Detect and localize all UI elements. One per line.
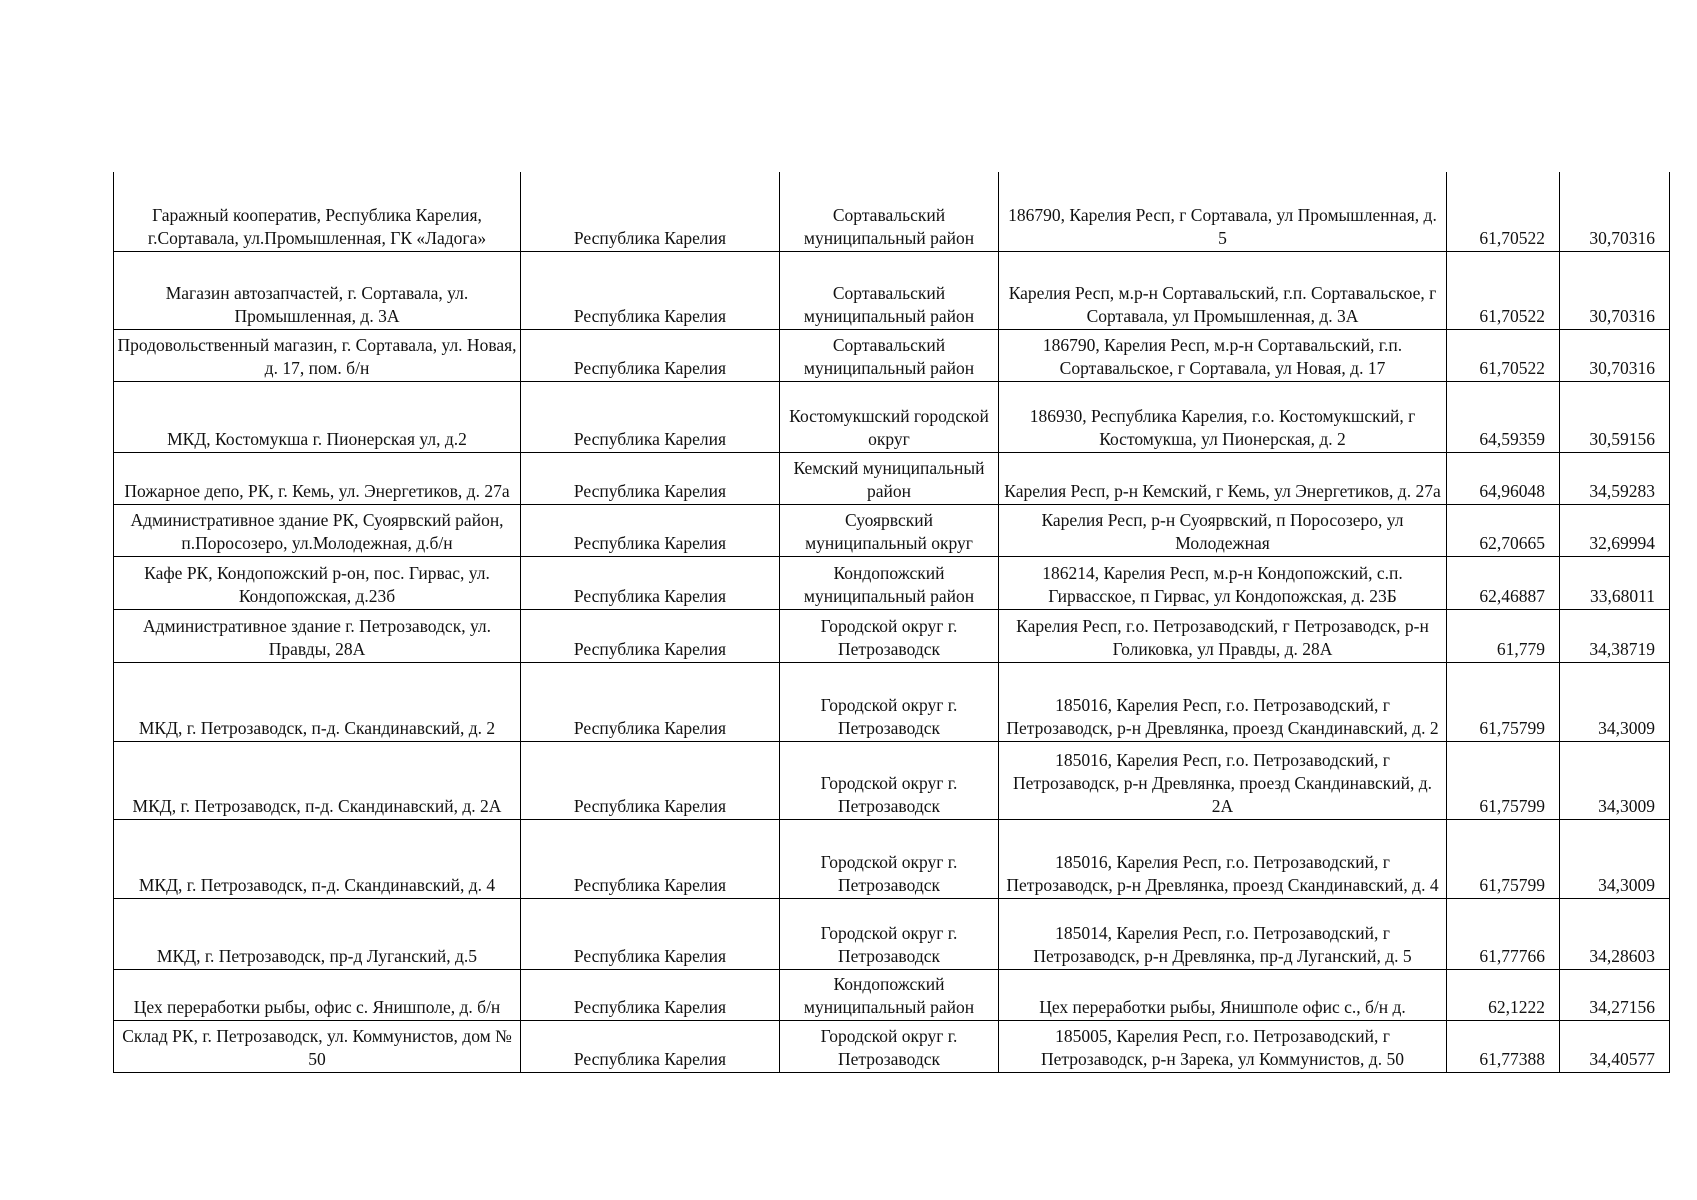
cell-object-name: МКД, г. Петрозаводск, пр-д Луганский, д.5 [114, 898, 521, 969]
cell-municipality: Кондопожский муниципальный район [780, 969, 999, 1020]
cell-latitude: 62,46887 [1447, 556, 1560, 609]
cell-object-name: МКД, г. Петрозаводск, п-д. Скандинавский, д. 2 [114, 662, 521, 741]
cell-region: Республика Карелия [521, 609, 780, 662]
cell-latitude: 61,77766 [1447, 898, 1560, 969]
cell-municipality: Сортавальский муниципальный район [780, 251, 999, 329]
cell-municipality: Кондопожский муниципальный район [780, 556, 999, 609]
cell-region: Республика Карелия [521, 741, 780, 819]
cell-address: Карелия Респ, р-н Кемский, г Кемь, ул Энергетиков, д. 27а [999, 452, 1447, 504]
cell-address: 185014, Карелия Респ, г.о. Петрозаводский, г Петрозаводск, р-н Древлянка, пр-д Луганский, д. 5 [999, 898, 1447, 969]
table-row [114, 898, 1670, 969]
objects-table [113, 172, 1670, 1073]
cell-address: 185016, Карелия Респ, г.о. Петрозаводский, г Петрозаводск, р-н Древлянка, проезд Скандинавский, д. 2А [999, 741, 1447, 819]
cell-longitude: 34,40577 [1560, 1020, 1670, 1072]
cell-object-name: Склад РК, г. Петрозаводск, ул. Коммунистов, дом № 50 [114, 1020, 521, 1072]
cell-address: 186214, Карелия Респ, м.р-н Кондопожский, с.п. Гирвасское, п Гирвас, ул Кондопожская, д. 23Б [999, 556, 1447, 609]
cell-municipality: Городской округ г. Петрозаводск [780, 662, 999, 741]
table-row [114, 329, 1670, 381]
table-row [114, 556, 1670, 609]
table-row [114, 969, 1670, 1020]
cell-address: 186790, Карелия Респ, м.р-н Сортавальский, г.п. Сортавальское, г Сортавала, ул Новая, д. 17 [999, 329, 1447, 381]
cell-latitude: 61,70522 [1447, 251, 1560, 329]
cell-latitude: 61,75799 [1447, 819, 1560, 898]
cell-longitude: 34,3009 [1560, 819, 1670, 898]
cell-object-name: Кафе РК, Кондопожский р-он, пос. Гирвас, ул. Кондопожская, д.23б [114, 556, 521, 609]
cell-address: 185016, Карелия Респ, г.о. Петрозаводский, г Петрозаводск, р-н Древлянка, проезд Скандинавский, д. 4 [999, 819, 1447, 898]
cell-municipality: Городской округ г. Петрозаводск [780, 898, 999, 969]
table-row [114, 251, 1670, 329]
cell-longitude: 30,59156 [1560, 381, 1670, 452]
cell-longitude: 34,27156 [1560, 969, 1670, 1020]
table-row [114, 172, 1670, 251]
cell-municipality: Сортавальский муниципальный район [780, 172, 999, 251]
cell-latitude: 64,59359 [1447, 381, 1560, 452]
cell-latitude: 61,70522 [1447, 329, 1560, 381]
cell-longitude: 34,3009 [1560, 741, 1670, 819]
cell-latitude: 61,779 [1447, 609, 1560, 662]
cell-region: Республика Карелия [521, 898, 780, 969]
table-row [114, 741, 1670, 819]
cell-latitude: 61,77388 [1447, 1020, 1560, 1072]
cell-latitude: 64,96048 [1447, 452, 1560, 504]
cell-object-name: Гаражный кооператив, Республика Карелия, г.Сортавала, ул.Промышленная, ГК «Ладога» [114, 172, 521, 251]
cell-region: Республика Карелия [521, 1020, 780, 1072]
cell-municipality: Городской округ г. Петрозаводск [780, 1020, 999, 1072]
cell-longitude: 30,70316 [1560, 251, 1670, 329]
cell-address: Карелия Респ, г.о. Петрозаводский, г Петрозаводск, р-н Голиковка, ул Правды, д. 28А [999, 609, 1447, 662]
cell-latitude: 61,70522 [1447, 172, 1560, 251]
cell-region: Республика Карелия [521, 662, 780, 741]
cell-municipality: Городской округ г. Петрозаводск [780, 741, 999, 819]
table-row [114, 609, 1670, 662]
cell-municipality: Костомукшский городской округ [780, 381, 999, 452]
cell-latitude: 62,1222 [1447, 969, 1560, 1020]
table-row [114, 662, 1670, 741]
cell-object-name: МКД, Костомукша г. Пионерская ул, д.2 [114, 381, 521, 452]
cell-longitude: 30,70316 [1560, 172, 1670, 251]
cell-longitude: 34,3009 [1560, 662, 1670, 741]
cell-latitude: 61,75799 [1447, 741, 1560, 819]
cell-object-name: МКД, г. Петрозаводск, п-д. Скандинавский, д. 2А [114, 741, 521, 819]
table-row [114, 452, 1670, 504]
cell-object-name: Пожарное депо, РК, г. Кемь, ул. Энергетиков, д. 27а [114, 452, 521, 504]
cell-municipality: Городской округ г. Петрозаводск [780, 609, 999, 662]
cell-longitude: 30,70316 [1560, 329, 1670, 381]
cell-address: Карелия Респ, м.р-н Сортавальский, г.п. Сортавальское, г Сортавала, ул Промышленная, д. 3А [999, 251, 1447, 329]
cell-object-name: Продовольственный магазин, г. Сортавала, ул. Новая, д. 17, пом. б/н [114, 329, 521, 381]
cell-region: Республика Карелия [521, 381, 780, 452]
cell-region: Республика Карелия [521, 251, 780, 329]
cell-address: 185005, Карелия Респ, г.о. Петрозаводский, г Петрозаводск, р-н Зарека, ул Коммунистов, д. 50 [999, 1020, 1447, 1072]
cell-address: Карелия Респ, р-н Суоярвский, п Поросозеро, ул Молодежная [999, 504, 1447, 556]
cell-region: Республика Карелия [521, 452, 780, 504]
cell-longitude: 34,28603 [1560, 898, 1670, 969]
cell-region: Республика Карелия [521, 172, 780, 251]
cell-object-name: Административное здание РК, Суоярвский район, п.Поросозеро, ул.Молодежная, д.б/н [114, 504, 521, 556]
cell-object-name: Магазин автозапчастей, г. Сортавала, ул. Промышленная, д. 3А [114, 251, 521, 329]
cell-address: 186790, Карелия Респ, г Сортавала, ул Промышленная, д. 5 [999, 172, 1447, 251]
cell-municipality: Кемский муниципальный район [780, 452, 999, 504]
cell-region: Республика Карелия [521, 556, 780, 609]
cell-address: 186930, Республика Карелия, г.о. Костомукшский, г Костомукша, ул Пионерская, д. 2 [999, 381, 1447, 452]
cell-address: Цех переработки рыбы, Янишполе офис с., б/н д. [999, 969, 1447, 1020]
cell-object-name: МКД, г. Петрозаводск, п-д. Скандинавский, д. 4 [114, 819, 521, 898]
cell-region: Республика Карелия [521, 504, 780, 556]
cell-region: Республика Карелия [521, 329, 780, 381]
cell-longitude: 32,69994 [1560, 504, 1670, 556]
cell-municipality: Сортавальский муниципальный район [780, 329, 999, 381]
table-row [114, 819, 1670, 898]
table-row [114, 504, 1670, 556]
table-row [114, 381, 1670, 452]
cell-longitude: 34,38719 [1560, 609, 1670, 662]
cell-longitude: 33,68011 [1560, 556, 1670, 609]
cell-municipality: Городской округ г. Петрозаводск [780, 819, 999, 898]
cell-object-name: Административное здание г. Петрозаводск, ул. Правды, 28А [114, 609, 521, 662]
table-row [114, 1020, 1670, 1072]
cell-region: Республика Карелия [521, 819, 780, 898]
cell-object-name: Цех переработки рыбы, офис с. Янишполе, д. б/н [114, 969, 521, 1020]
table-body [114, 172, 1670, 1072]
cell-region: Республика Карелия [521, 969, 780, 1020]
cell-address: 185016, Карелия Респ, г.о. Петрозаводский, г Петрозаводск, р-н Древлянка, проезд Скандинавский, д. 2 [999, 662, 1447, 741]
cell-latitude: 61,75799 [1447, 662, 1560, 741]
cell-municipality: Суоярвский муниципальный округ [780, 504, 999, 556]
cell-longitude: 34,59283 [1560, 452, 1670, 504]
cell-latitude: 62,70665 [1447, 504, 1560, 556]
